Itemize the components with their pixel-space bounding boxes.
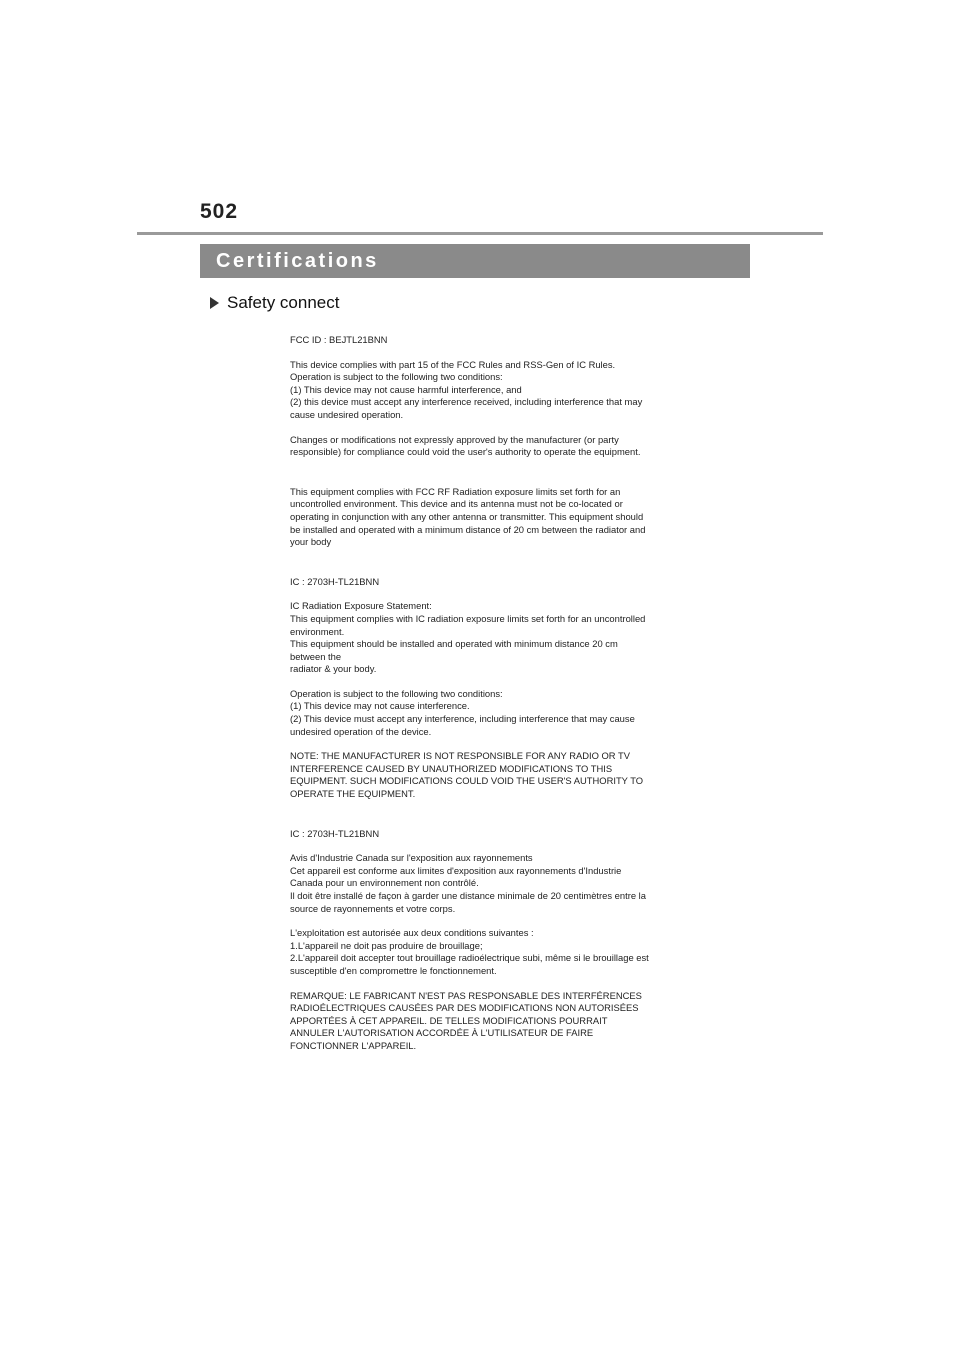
text-line: Cet appareil est conforme aux limites d'exposition aux rayonnements d'Industrie <box>290 864 622 876</box>
text-line: APPORTÉES À CET APPAREIL. DE TELLES MODIFICATIONS POURRAIT <box>290 1014 608 1026</box>
text-line: Operation is subject to the following two conditions: <box>290 687 503 699</box>
text-line: FONCTIONNER L'APPAREIL. <box>290 1039 417 1051</box>
text-line: Changes or modifications not expressly approved by the manufacturer (or party <box>290 433 619 445</box>
ic-radiation-block <box>290 600 680 676</box>
right-triangle-arrow-icon <box>210 297 219 309</box>
section-title: Certifications <box>216 250 379 272</box>
text-line: susceptible d'en compromettre le fonctionnement. <box>290 964 497 976</box>
text-line: This equipment should be installed and operated with minimum distance 20 cm <box>290 638 618 650</box>
text-line: cause undesired operation. <box>290 408 404 420</box>
text-line: Canada pour un environnement non contrôlé. <box>290 877 479 889</box>
text-line: 1.L'appareil ne doit pas produire de brouillage; <box>290 939 483 951</box>
header-rule <box>137 232 823 235</box>
text-line: IC Radiation Exposure Statement: <box>290 600 432 612</box>
ic-id: IC : 2703H-TL21BNN <box>290 575 380 587</box>
section-banner <box>200 244 750 278</box>
text-line: (2) This device must accept any interference, including interference that may cause <box>290 713 635 725</box>
text-line: radiator & your body. <box>290 663 377 675</box>
subheading <box>210 293 339 313</box>
text-line: (1) This device may not cause interference. <box>290 700 470 712</box>
ic-operation-block <box>290 688 680 738</box>
remarque-block <box>290 990 680 1053</box>
text-line: (1) This device may not cause harmful interference, and <box>290 383 522 395</box>
text-line: REMARQUE: LE FABRICANT N'EST PAS RESPONSABLE DES INTERFÉRENCES <box>290 989 642 1001</box>
avis-block <box>290 852 680 915</box>
text-line: RADIOÉLECTRIQUES CAUSÉES PAR DES MODIFICATIONS NON AUTORISÉES <box>290 1002 639 1014</box>
exploitation-block <box>290 927 680 977</box>
text-line: EQUIPMENT. SUCH MODIFICATIONS COULD VOID THE USER'S AUTHORITY TO <box>290 775 644 787</box>
text-line: undesired operation of the device. <box>290 725 432 737</box>
text-line: Operation is subject to the following two conditions: <box>290 371 503 383</box>
text-line: This equipment complies with IC radiation exposure limits set forth for an uncontrolled <box>290 612 646 624</box>
ic-id-fr: IC : 2703H-TL21BNN <box>290 827 380 839</box>
page-number: 502 <box>200 200 239 223</box>
note-block <box>290 750 680 800</box>
text-line: OPERATE THE EQUIPMENT. <box>290 788 416 800</box>
fcc-rf-block <box>290 486 680 549</box>
text-line: (2) this device must accept any interference received, including interference that may <box>290 396 643 408</box>
text-line: be installed and operated with a minimum distance of 20 cm between the radiator and <box>290 523 646 535</box>
text-line: source de rayonnements et votre corps. <box>290 902 456 914</box>
fcc-compliance-block <box>290 359 680 422</box>
text-line: NOTE: THE MANUFACTURER IS NOT RESPONSIBLE FOR ANY RADIO OR TV <box>290 750 630 762</box>
text-line: This equipment complies with FCC RF Radiation exposure limits set forth for an <box>290 485 621 497</box>
text-line: ANNULER L'AUTORISATION ACCORDÉE À L'UTILISATEUR DE FAIRE <box>290 1027 594 1039</box>
text-line: Il doit être installé de façon à garder une distance minimale de 20 centimètres entre la <box>290 890 646 901</box>
text-line: INTERFERENCE CAUSED BY UNAUTHORIZED MODIFICATIONS TO THIS <box>290 762 613 774</box>
fcc-id: FCC ID : BEJTL21BNN <box>290 334 388 345</box>
text-line: between the <box>290 650 342 662</box>
text-line: your body <box>290 536 332 548</box>
text-line: operating in conjunction with any other antenna or transmitter. This equipment should <box>290 510 644 522</box>
text-line: This device complies with part 15 of the FCC Rules and RSS-Gen of IC Rules. <box>290 358 616 370</box>
subheading-label: Safety connect <box>227 293 340 312</box>
text-line: environment. <box>290 625 345 637</box>
text-line: responsible) for compliance could void the user's authority to operate the equipment. <box>290 446 641 458</box>
text-line: Avis d'Industrie Canada sur l'exposition aux rayonnements <box>290 852 533 864</box>
certification-text <box>290 334 680 1053</box>
text-line: 2.L'appareil doit accepter tout brouillage radioélectrique subi, même si le brouillage est <box>290 952 649 964</box>
fcc-changes-block <box>290 434 680 459</box>
text-line: L'exploitation est autorisée aux deux conditions suivantes : <box>290 927 534 939</box>
text-line: uncontrolled environment. This device and its antenna must not be co-located or <box>290 498 623 510</box>
